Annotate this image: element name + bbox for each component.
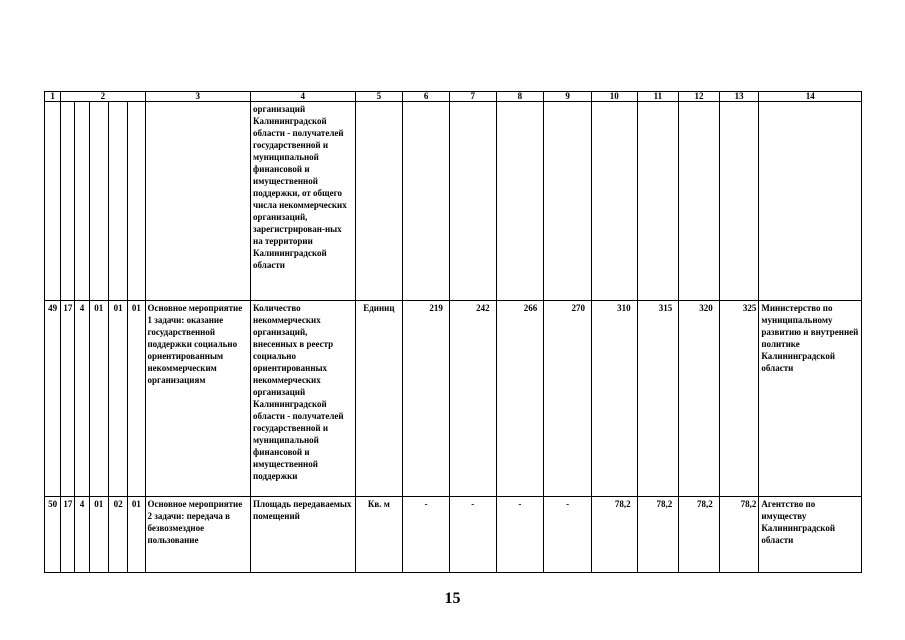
value-cell: 315 bbox=[637, 301, 679, 497]
value-cell: 266 bbox=[496, 301, 544, 497]
table-cell bbox=[75, 102, 89, 301]
table-row bbox=[45, 102, 862, 301]
table-cell bbox=[759, 102, 862, 301]
value-cell: 325 bbox=[719, 301, 759, 497]
page-number: 15 bbox=[444, 590, 461, 607]
value-cell: 78,2 bbox=[679, 497, 720, 573]
header-cell: 12 bbox=[679, 92, 720, 102]
header-cell: 7 bbox=[449, 92, 496, 102]
responsible-cell: Министерство по муниципальному развитию и внутренней политике Калининградской области bbox=[759, 301, 862, 497]
header-row bbox=[45, 92, 862, 102]
header-cell: 2 bbox=[61, 92, 145, 102]
header-cell: 4 bbox=[251, 92, 356, 102]
code-cell: 01 bbox=[108, 301, 127, 497]
value-cell: - bbox=[449, 497, 496, 573]
table-cell bbox=[89, 102, 108, 301]
table-cell bbox=[719, 102, 759, 301]
table-cell bbox=[145, 102, 251, 301]
code-cell: 02 bbox=[108, 497, 127, 573]
header-cell: 13 bbox=[719, 92, 759, 102]
value-cell: 78,2 bbox=[637, 497, 679, 573]
value-cell: 78,2 bbox=[591, 497, 637, 573]
code-cell: 01 bbox=[128, 301, 145, 497]
header-cell: 6 bbox=[403, 92, 450, 102]
value-cell: 242 bbox=[449, 301, 496, 497]
value-cell: 320 bbox=[679, 301, 720, 497]
table-row bbox=[45, 497, 862, 573]
table-cell bbox=[128, 102, 145, 301]
indicator-cell: Площадь передаваемых помещений bbox=[251, 497, 356, 573]
code-cell: 17 bbox=[61, 301, 75, 497]
code-cell: 01 bbox=[89, 497, 108, 573]
code-cell: 4 bbox=[75, 497, 89, 573]
table-cell bbox=[637, 102, 679, 301]
value-cell: 270 bbox=[544, 301, 592, 497]
row-number: 49 bbox=[45, 301, 61, 497]
code-cell: 01 bbox=[89, 301, 108, 497]
value-cell: - bbox=[403, 497, 450, 573]
header-cell: 11 bbox=[637, 92, 679, 102]
table-cell bbox=[544, 102, 592, 301]
header-cell: 10 bbox=[591, 92, 637, 102]
code-cell: 01 bbox=[128, 497, 145, 573]
program-table bbox=[44, 91, 862, 573]
unit-cell: Кв. м bbox=[355, 497, 403, 573]
table-cell bbox=[61, 102, 75, 301]
header-cell: 1 bbox=[45, 92, 61, 102]
event-cell: Основное мероприятие 2 задачи: передача в безвозмездное пользование bbox=[145, 497, 251, 573]
table-cell bbox=[45, 102, 61, 301]
code-cell: 17 bbox=[61, 497, 75, 573]
table-cell bbox=[449, 102, 496, 301]
row-number: 50 bbox=[45, 497, 61, 573]
value-cell: 219 bbox=[403, 301, 450, 497]
table-cell bbox=[108, 102, 127, 301]
header-cell: 3 bbox=[145, 92, 251, 102]
table-row bbox=[45, 301, 862, 497]
indicator-cell: организаций Калининградской области - получателей государственной и муниципальной финансовой и имущественной поддержки, от общего числа некоммерческих организаций, зарегистрирован-ных на территории Калининградской области bbox=[251, 102, 356, 301]
code-cell: 4 bbox=[75, 301, 89, 497]
responsible-cell: Агентство по имуществу Калининградской области bbox=[759, 497, 862, 573]
table-cell bbox=[591, 102, 637, 301]
header-cell: 9 bbox=[544, 92, 592, 102]
table-cell bbox=[679, 102, 720, 301]
indicator-cell: Количество некоммерческих организаций, внесенных в реестр социально ориентированных некоммерческих организаций Калининградской области - получателей государственной и муниципальной финансовой и имущественной поддержки bbox=[251, 301, 356, 497]
value-cell: - bbox=[544, 497, 592, 573]
table-cell bbox=[403, 102, 450, 301]
event-cell: Основное мероприятие 1 задачи: оказание государственной поддержки социально ориентированным некоммерческим организациям bbox=[145, 301, 251, 497]
unit-cell: Единиц bbox=[355, 301, 403, 497]
header-cell: 5 bbox=[355, 92, 403, 102]
header-cell: 8 bbox=[496, 92, 544, 102]
table-cell bbox=[355, 102, 403, 301]
value-cell: 78,2 bbox=[719, 497, 759, 573]
header-cell: 14 bbox=[759, 92, 862, 102]
value-cell: 310 bbox=[591, 301, 637, 497]
value-cell: - bbox=[496, 497, 544, 573]
table-cell bbox=[496, 102, 544, 301]
